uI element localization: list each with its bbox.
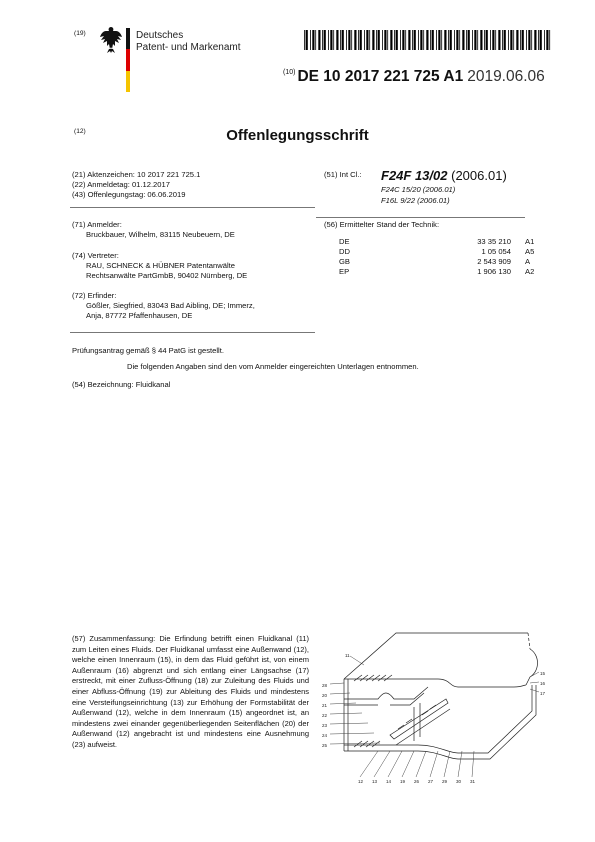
office-name: Deutsches Patent- und Markenamt	[136, 30, 241, 53]
barcode-bar	[396, 30, 398, 50]
drawing-label: 20	[322, 693, 328, 698]
barcode-bar	[378, 30, 380, 50]
document-number: $^{(10)}$ DE 10 2017 221 725 A1 2019.06.06	[283, 68, 545, 85]
barcode-bar	[513, 30, 514, 50]
leader-line	[330, 733, 374, 734]
drawing-label: 25	[322, 743, 328, 748]
barcode-bar	[333, 30, 334, 50]
barcode-bar	[414, 30, 416, 50]
drawing-label: 12	[358, 779, 364, 784]
leader-line	[360, 751, 378, 777]
barcode-bar	[324, 30, 326, 50]
barcode-bar	[405, 30, 406, 50]
barcode-bar	[376, 30, 377, 50]
publication-date: (43) Offenlegungstag: 06.06.2019	[72, 190, 186, 199]
barcode-bar	[502, 30, 503, 50]
barcode-bar	[312, 30, 314, 50]
drawing-label: 11	[345, 653, 350, 658]
barcode-bar	[549, 30, 550, 50]
barcode-bar	[423, 30, 424, 50]
drawing-label: 19	[400, 779, 406, 784]
barcode-bar	[534, 30, 536, 50]
biblio-data	[72, 170, 200, 200]
barcode-bar	[510, 30, 512, 50]
designation: (54) Bezeichnung: Fluidkanal	[72, 380, 171, 389]
leader-line	[330, 693, 350, 694]
german-flag-stripe	[126, 28, 130, 92]
leader-line	[330, 723, 368, 724]
barcode-bar	[508, 30, 509, 50]
barcode-bar	[364, 30, 365, 50]
parties-block	[72, 220, 308, 321]
leader-line	[330, 713, 362, 714]
prior-art-table	[339, 237, 534, 277]
barcode-bar	[520, 30, 521, 50]
barcode-image	[304, 30, 552, 50]
leader-line	[402, 751, 414, 777]
drawing-label: 23	[322, 723, 328, 728]
drawing-label: 30	[456, 779, 462, 784]
barcode-bar	[468, 30, 470, 50]
barcode-bar	[394, 30, 395, 50]
barcode-bar	[382, 30, 383, 50]
barcode-bar	[448, 30, 449, 50]
applicant-label: (71) Anmelder:	[72, 220, 122, 229]
ipc-sub-2: F16L 9/22 (2006.01)	[381, 196, 450, 205]
barcode-bar	[390, 30, 392, 50]
inventor-line-1: Gößler, Siegfried, 83043 Bad Aibling, DE; Immerz,	[86, 301, 255, 310]
ipc-label: (51) Int Cl.:	[324, 170, 362, 179]
leader-line	[430, 751, 438, 777]
barcode-bar	[360, 30, 362, 50]
barcode-bar	[454, 30, 455, 50]
barcode-bar	[504, 30, 506, 50]
barcode-bar	[354, 30, 356, 50]
barcode-bar	[526, 30, 527, 50]
barcode-bar	[484, 30, 485, 50]
barcode-bar	[438, 30, 440, 50]
barcode-bar	[342, 30, 344, 50]
barcode-bar	[369, 30, 370, 50]
drawing-label: 14	[386, 779, 392, 784]
drawing-label: 16	[540, 681, 546, 686]
barcode-bar	[340, 30, 341, 50]
leader-line	[458, 751, 462, 777]
leader-line	[388, 751, 402, 777]
leader-line	[530, 682, 539, 683]
drawing-label: 22	[322, 713, 328, 718]
barcode-bar	[444, 30, 446, 50]
barcode-bar	[436, 30, 437, 50]
barcode-bar	[384, 30, 386, 50]
barcode-bar	[516, 30, 518, 50]
drawing-label: 27	[428, 779, 434, 784]
barcode-bar	[480, 30, 482, 50]
leader-line	[330, 703, 356, 704]
barcode-bar	[318, 30, 320, 50]
barcode-bar	[531, 30, 532, 50]
barcode-bar	[540, 30, 542, 50]
table-row: EP 1 906 130 A2	[339, 267, 535, 276]
barcode-bar	[400, 30, 401, 50]
barcode-bar	[387, 30, 388, 50]
barcode-bar	[402, 30, 404, 50]
federal-eagle-icon	[98, 25, 124, 55]
barcode-bar	[528, 30, 530, 50]
barcode-bar	[477, 30, 478, 50]
barcode-bar	[441, 30, 442, 50]
barcode-bar	[328, 30, 329, 50]
barcode-bar	[450, 30, 452, 50]
barcode-bar	[426, 30, 428, 50]
leader-line	[350, 656, 364, 665]
barcode-bar	[432, 30, 434, 50]
representative-line-2: Rechtsanwälte PartGmbB, 90402 Nürnberg, DE	[86, 271, 248, 280]
drawing-label: 29	[442, 779, 448, 784]
divider	[70, 332, 315, 333]
drawing-label: 21	[322, 703, 328, 708]
barcode-bar	[322, 30, 323, 50]
document-type-title: Offenlegungsschrift	[226, 127, 369, 144]
barcode-bar	[544, 30, 545, 50]
abstract-text: (57) Zusammenfassung: Die Erfindung betrifft einen Fluidkanal (11) zum Leiten eines Fluids. Der Fluidkanal umfasst eine Außenwand (12), welche einen Innenraum (15), in dem das Fluid geführt ist, von einem Außenraum (16) abgrenzt und sich entlang einer Längsachse (17) erstreckt, mit einer Zufluss-Öffnung (18) zur Zuleitung des Fluids und einer Abfluss-Öffnung (19) zur Ableitung des Fluids und mindestens eine Versteifungseinrichtung (13) zur Erhöhung der Formstabilität der Außenwand (12), welche in dem Innenraum (15) angeordnet ist, an mindestens zwei einander gegenüberliegenden Seitenflächen (20) der Außenwand (12) angebracht ist und mindestens eine Ausnehmung (23) aufweist.	[72, 634, 309, 749]
barcode-bar	[492, 30, 494, 50]
filing-date: (22) Anmeldetag: 01.12.2017	[72, 180, 170, 189]
divider	[316, 217, 525, 218]
representative-line-1: RAU, SCHNECK & HÜBNER Patentanwälte	[86, 261, 235, 270]
drawing-label: 28	[322, 683, 328, 688]
barcode-bar	[486, 30, 488, 50]
divider	[70, 207, 315, 208]
barcode-bar	[408, 30, 410, 50]
barcode-bar	[495, 30, 496, 50]
prior-art-label: (56) Ermittelter Stand der Technik:	[324, 220, 440, 229]
inventor-label: (72) Erfinder:	[72, 291, 117, 300]
barcode-bar	[418, 30, 419, 50]
leader-line	[330, 683, 344, 684]
barcode-bar	[420, 30, 422, 50]
ipc-sub-1: F24C 15/20 (2006.01)	[381, 185, 456, 194]
leader-line	[330, 743, 380, 744]
barcode-bar	[366, 30, 368, 50]
barcode-bar	[498, 30, 500, 50]
barcode-bar	[358, 30, 359, 50]
barcode-bar	[474, 30, 476, 50]
table-row: DE 33 35 210 A1	[339, 237, 535, 246]
barcode-bar	[522, 30, 524, 50]
drawing-label: 17	[540, 691, 546, 696]
drawing-label: 15	[540, 671, 546, 676]
leader-line	[530, 689, 539, 692]
representative-label: (74) Vertreter:	[72, 251, 119, 260]
barcode-bar	[346, 30, 347, 50]
barcode-bar	[336, 30, 338, 50]
barcode-bar	[315, 30, 316, 50]
examination-note: Prüfungsantrag gemäß § 44 PatG ist gestellt.	[72, 346, 224, 355]
table-row: DD 1 05 054 A5	[339, 247, 535, 256]
table-row: GB 2 543 909 A	[339, 257, 531, 266]
inventor-line-2: Anja, 87772 Pfaffenhausen, DE	[86, 311, 193, 320]
barcode-bar	[459, 30, 460, 50]
barcode-bar	[462, 30, 464, 50]
barcode-bar	[351, 30, 352, 50]
barcode-bar	[330, 30, 332, 50]
ipc-main-class: F24F 13/02 (2006.01)	[381, 168, 507, 183]
drawing-label: 31	[470, 779, 476, 784]
drawing-label: 13	[372, 779, 378, 784]
drawing-label: 24	[322, 733, 328, 738]
barcode-bar	[306, 30, 308, 50]
inid-code-19: (19)	[74, 30, 86, 37]
source-note: Die folgenden Angaben sind den vom Anmelder eingereichten Unterlagen entnommen.	[127, 362, 419, 371]
barcode-bar	[538, 30, 539, 50]
inid-code-12: (12)	[74, 128, 86, 135]
file-number: (21) Aktenzeichen: 10 2017 221 725.1	[72, 170, 201, 179]
barcode-bar	[412, 30, 413, 50]
barcode-bar	[348, 30, 350, 50]
drawing-label: 26	[414, 779, 420, 784]
barcode-bar	[546, 30, 548, 50]
patent-drawing-figure	[318, 625, 550, 787]
applicant-name: Bruckbauer, Wilhelm, 83115 Neubeuern, DE	[86, 230, 235, 239]
leader-line	[444, 751, 450, 777]
barcode-bar	[466, 30, 467, 50]
barcode-bar	[456, 30, 458, 50]
barcode-bar	[304, 30, 305, 50]
barcode-bar	[372, 30, 374, 50]
leader-line	[472, 751, 474, 777]
leader-line	[416, 751, 426, 777]
leader-line	[374, 751, 390, 777]
barcode-bar	[472, 30, 473, 50]
barcode-bar	[310, 30, 311, 50]
barcode-bar	[490, 30, 491, 50]
barcode-bar	[430, 30, 431, 50]
